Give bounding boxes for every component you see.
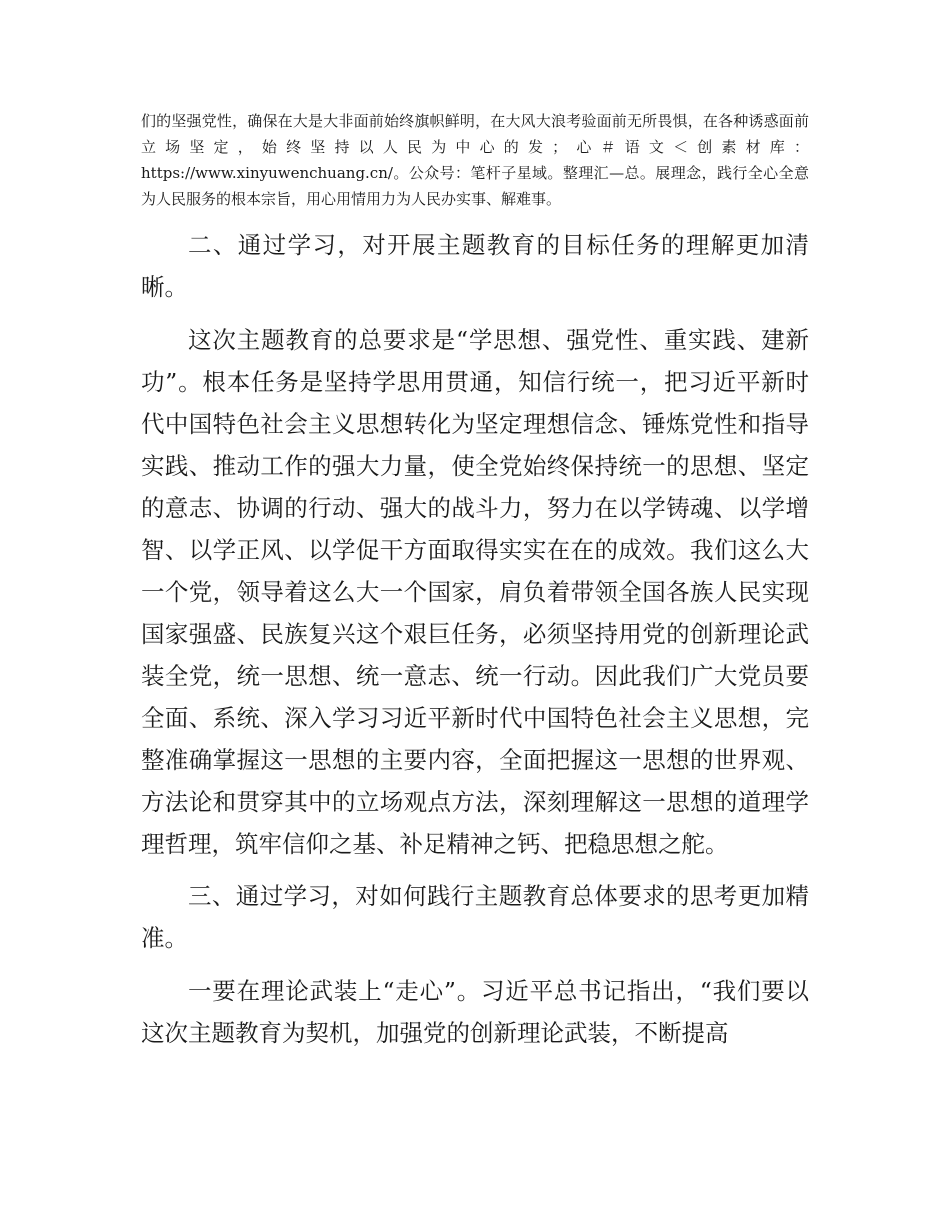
section-2-body: 这次主题教育的总要求是“学思想、强党性、重实践、建新功”。根本任务是坚持学思用贯通，知信行统一，把习近平新时代中国特色社会主义思想转化为坚定理想信念、锤炼党性和指导实践、推动工作的强大力量，使全党始终保持统一的思想、坚定的意志、协调的行动、强大的战斗力，努力在以学铸魂、以学增智、以学正风、以学促干方面取得实实在在的成效。我们这么大一个党，领导着这么大一个国家，肩负着带领全国各族人民实现国家强盛、民族复兴这个艰巨任务，必须坚持用党的创新理论武装全党，统一思想、统一意志、统一行动。因此我们广大党员要全面、系统、深入学习习近平新时代中国特色社会主义思想，完整准确掌握这一思想的主要内容，全面把握这一思想的世界观、方法论和贯穿其中的立场观点方法，深刻理解这一思想的道理学理哲理，筑牢信仰之基、补足精神之钙、把稳思想之舵。 [141, 326, 809, 858]
section-3-heading: 三、通过学习，对如何践行主题教育总体要求的思考更加精准。 [141, 882, 809, 952]
section-2-heading: 二、通过学习，对开展主题教育的目标任务的理解更加清晰。 [141, 231, 809, 301]
section-3-body: 一要在理论武装上“走心”。习近平总书记指出，“我们要以这次主题教育为契机，加强党的创新理论武装，不断提高 [141, 977, 809, 1047]
intro-paragraph: 们的坚强党性，确保在大是大非面前始终旗帜鲜明，在大风大浪考验面前无所畏惧，在各种诱惑面前立场坚定，始终坚持以人民为中心的发；心＃语文＜创素材库：https://www.xinyuwenchuang.cn/。公众号：笔杆子星域。整理汇—总。展理念，践行全心全意为人民服务的根本宗旨，用心用情用力为人民办实事、解难事。 [141, 112, 809, 208]
document-page [141, 108, 809, 1054]
